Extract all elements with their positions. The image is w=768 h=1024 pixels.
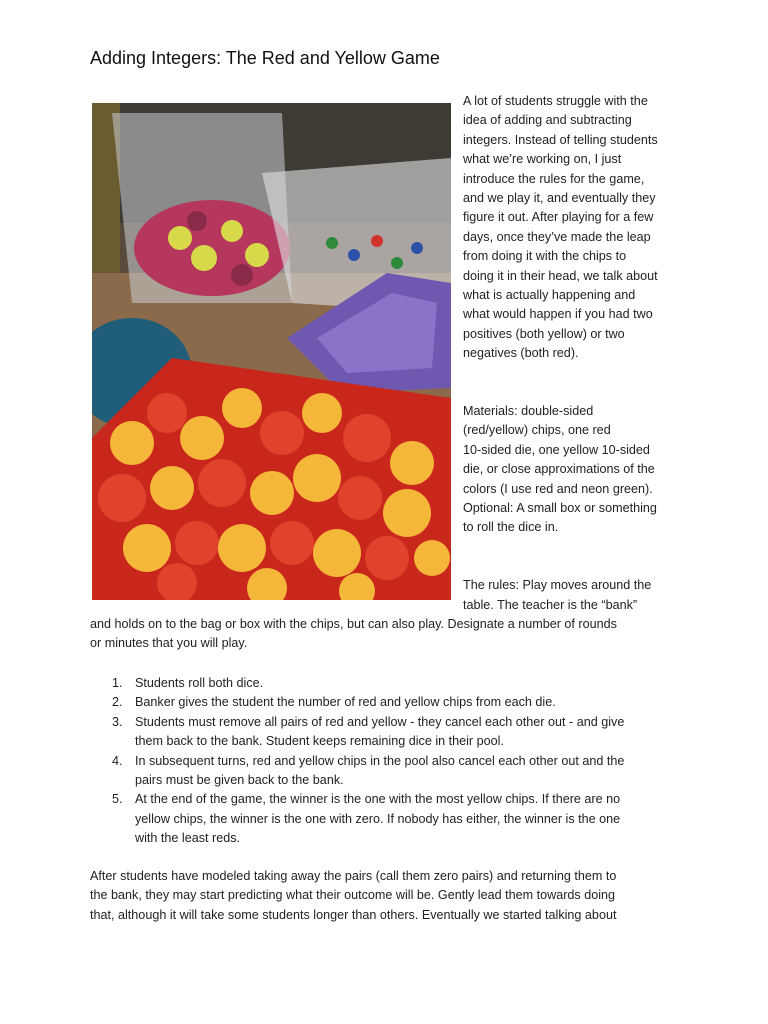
text-line: the bank, they may start predicting what their outcome will be. Gently lead them towards doing [90, 888, 616, 903]
text-line: pairs must be given back to the bank. [135, 773, 344, 788]
text-line: what would happen if you had two [463, 307, 653, 322]
rules-intro-line: The rules: Play moves around the [463, 578, 652, 592]
rules-intro-line: or minutes that you will play. [90, 636, 248, 650]
text-line: idea of adding and subtracting [463, 113, 632, 128]
list-number: 2. [112, 695, 123, 710]
text-line: A lot of students struggle with the [463, 94, 648, 108]
intro-paragraph [463, 92, 658, 364]
text-line: 10-sided die, one yellow 10-sided [463, 442, 650, 457]
text-line: that, although it will take some students longer than others. Eventually we started talking about [90, 907, 617, 922]
text-line: days, once they’ve made the leap [463, 229, 651, 244]
list-item [112, 752, 682, 791]
text-line: (red/yellow) chips, one red [463, 423, 611, 438]
list-item [112, 674, 682, 693]
closing-paragraph [90, 867, 616, 925]
text-line: and we play it, and eventually they [463, 191, 656, 206]
text-line: In subsequent turns, red and yellow chips in the pool also cancel each other out and the [135, 753, 625, 768]
text-line: After students have modeled taking away the pairs (call them zero pairs) and returning them to [90, 869, 617, 883]
list-number: 3. [112, 714, 123, 729]
text-line: die, or close approximations of the [463, 462, 655, 477]
text-line: Students roll both dice. [135, 676, 264, 690]
text-line: to roll the dice in. [463, 520, 559, 535]
rules-intro-line: table. The teacher is the “bank” [463, 598, 638, 612]
text-line: positives (both yellow) or two [463, 326, 625, 341]
text-line: with the least reds. [135, 831, 240, 846]
chips-photo [92, 103, 451, 600]
text-line: Students must remove all pairs of red and yellow - they cancel each other out - and give [135, 714, 625, 729]
rules-list [112, 674, 682, 849]
text-line: integers. Instead of telling students [463, 132, 658, 147]
text-line: doing it in their head, we talk about [463, 268, 658, 283]
text-line: negatives (both red). [463, 346, 579, 361]
text-line: what we’re working on, I just [463, 152, 622, 167]
text-line: what is actually happening and [463, 288, 636, 303]
list-number: 1. [112, 676, 123, 690]
text-line: yellow chips, the winner is the one with zero. If nobody has either, the winner is the one [135, 811, 621, 826]
text-line: colors (I use red and neon green). [463, 481, 653, 496]
list-item [112, 693, 682, 712]
text-line: Banker gives the student the number of red and yellow chips from each die. [135, 695, 556, 710]
list-number: 5. [112, 792, 123, 807]
text-line: them back to the bank. Student keeps remaining dice in their pool. [135, 734, 504, 749]
list-number: 4. [112, 753, 123, 768]
text-line: At the end of the game, the winner is the one with the most yellow chips. If there are no [135, 792, 621, 807]
rules-intro-line: and holds on to the bag or box with the chips, but can also play. Designate a number of rounds [90, 617, 617, 631]
list-item [112, 790, 682, 848]
text-line: Materials: double-sided [463, 404, 594, 418]
text-line: figure it out. After playing for a few [463, 210, 654, 225]
page-title: Adding Integers: The Red and Yellow Game [90, 48, 440, 68]
materials-paragraph [463, 402, 657, 538]
list-item [112, 713, 682, 752]
text-line: from doing it with the chips to [463, 249, 627, 264]
text-line: Optional: A small box or something [463, 501, 657, 516]
text-line: introduce the rules for the game, [463, 171, 645, 186]
